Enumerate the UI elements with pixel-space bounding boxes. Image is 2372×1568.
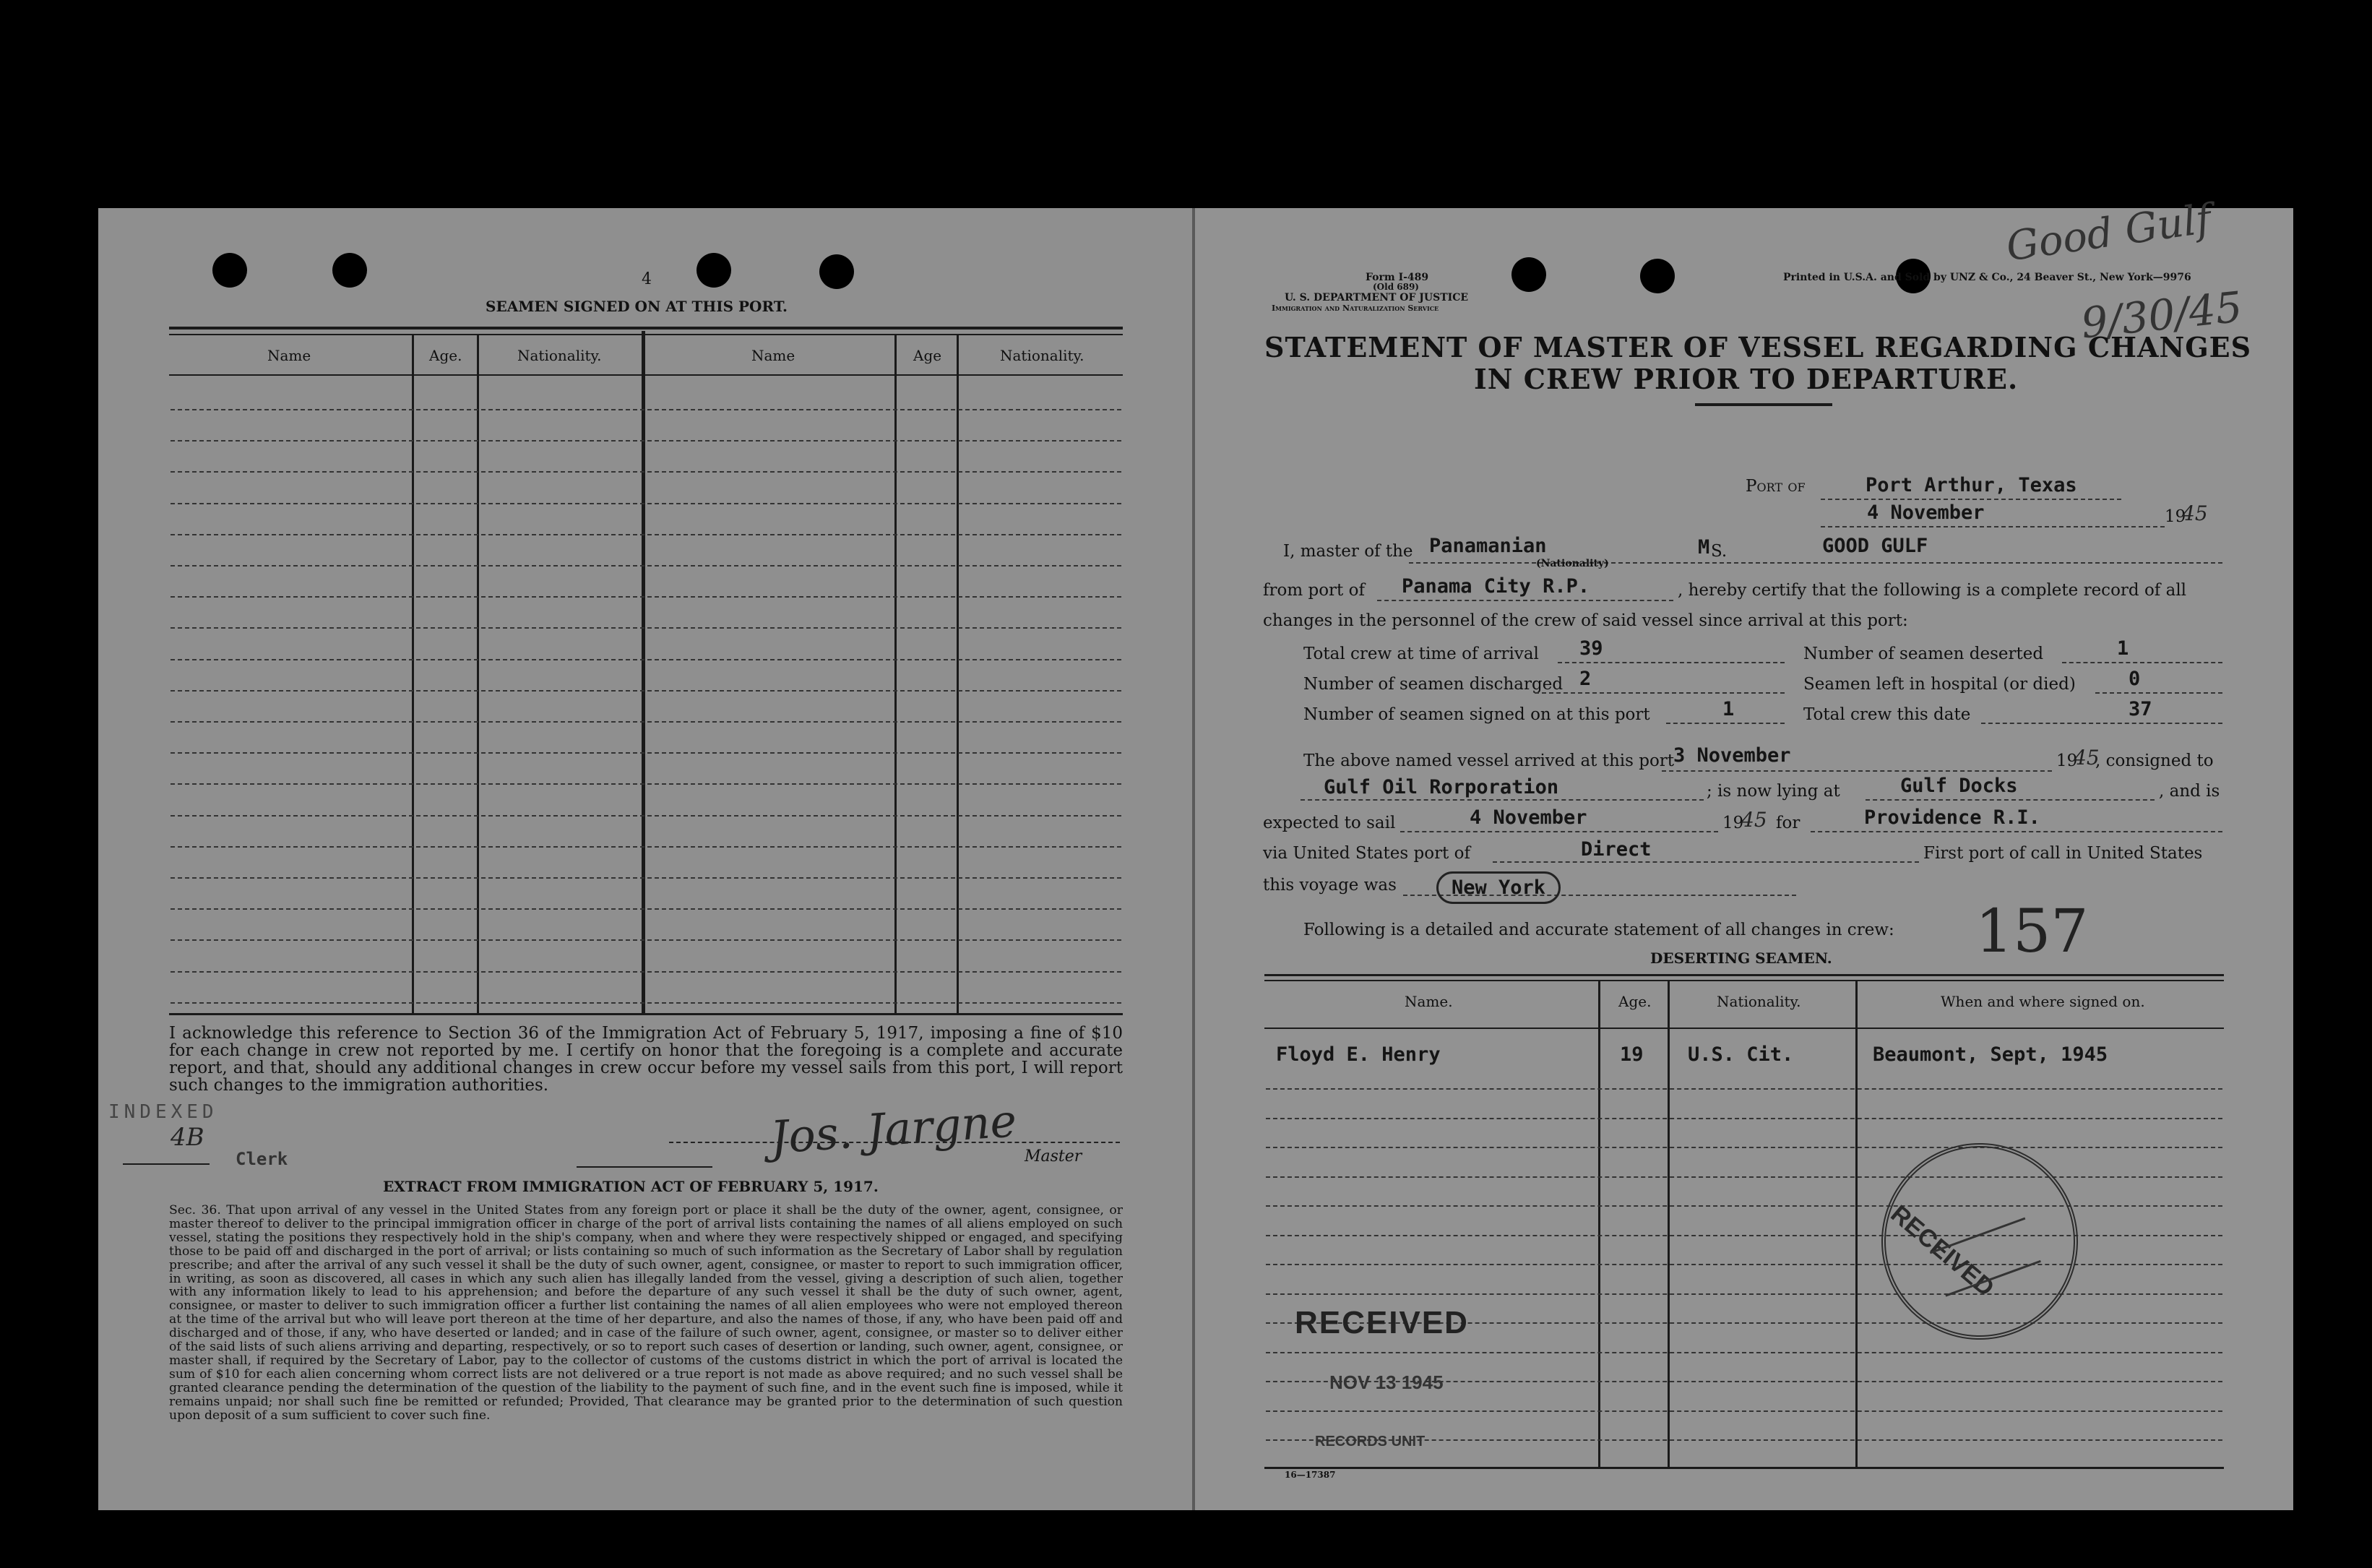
deserter-age: 19 [1620,1043,1644,1066]
port-line [1821,499,2121,500]
round-stamp-text: RECEIVED [1885,1199,2000,1302]
column-divider [1598,980,1600,1467]
stat-line [1666,723,1785,724]
hospital-label: Seamen left in hospital (or died) [1803,675,2076,694]
column-header: Name. [1405,993,1453,1010]
lying-value: Gulf Docks [1900,775,2018,797]
sail-date-value: 4 November [1470,806,1587,829]
indexed-stamp: INDEXED [108,1101,218,1123]
column-header: Name [751,347,795,364]
column-divider [477,334,479,1013]
column-header: Age [913,347,942,364]
service: Immigration and Naturalization Service [1272,303,1439,313]
form-number: Form I-489 [1366,272,1429,283]
table-row [171,409,1121,410]
lying-line [1866,799,2155,801]
total-crew-arrival-value: 39 [1579,637,1603,660]
punch-hole [212,253,247,288]
deserted-value: 1 [2117,637,2129,660]
table-row [171,503,1121,504]
table-row [171,440,1121,441]
sail-year: 45 [1741,808,1767,832]
changes-text: changes in the personnel of the crew of said vessel since arrival at this port: [1263,611,1908,630]
arrived-line [1662,770,2052,772]
consignee-line [1301,799,1704,801]
table-row [171,752,1121,754]
annotation-date: 9/30/45 [2079,282,2245,348]
table-row [1266,1235,2222,1236]
clerk-label: Clerk [236,1149,288,1169]
column-divider [1855,980,1858,1467]
page-number: 4 [642,270,652,288]
form-old-number: (Old 689) [1373,282,1419,292]
clerk-initials: 4B [171,1123,204,1152]
table-row [1266,1118,2222,1119]
consigned-label: , consigned to [2095,751,2214,770]
table-row [171,721,1121,723]
table-row [1266,1205,2222,1207]
table-row [171,1002,1121,1004]
column-header: Name [267,347,311,364]
voyage-value: New York [1436,871,1561,904]
printer-line: Printed in U.S.A. and Sold by UNZ & Co., 24 Beaver St., New York—9976 [1783,272,2191,283]
sail-date-line [1400,831,1718,832]
received-date: NOV 13 1945 [1329,1371,1444,1393]
deserting-table-top-rule [1264,974,2224,976]
vessel-line [1409,562,2222,564]
deserter-signed-on: Beaumont, Sept, 1945 [1873,1043,2108,1066]
consignee-value: Gulf Oil Rorporation [1324,776,1559,798]
table-bottom-rule [169,1013,1123,1015]
table-row [171,815,1121,817]
table-header-rule [169,374,1123,376]
expected-label: expected to sail [1263,814,1396,832]
deserter-name: Floyd E. Henry [1276,1043,1441,1066]
deserted-label: Number of seamen deserted [1803,645,2044,663]
column-header: Nationality. [1000,347,1084,364]
date-value: 4 November [1867,501,1985,524]
arrived-year: 45 [2074,746,2100,770]
nationality-value: Panamanian [1429,535,1547,557]
table-row [1266,1176,2222,1178]
column-divider [1668,980,1670,1467]
department: U. S. DEPARTMENT OF JUSTICE [1285,292,1469,303]
via-line [1493,861,1919,863]
table-row [171,627,1121,629]
records-unit-stamp: RECORDS UNIT [1315,1434,1426,1449]
extract-title: EXTRACT FROM IMMIGRATION ACT OF FEBRUARY 5, 1917. [383,1178,879,1195]
punch-hole [696,253,731,288]
year-prefix: 19 [2165,507,2186,526]
for-label: for [1776,814,1800,832]
table-row [171,783,1121,785]
voyage-label: this voyage was [1263,876,1397,895]
signature-line [669,1142,1120,1143]
port-value: Port Arthur, Texas [1866,474,2077,496]
signed-on-label: Number of seamen signed on at this port [1303,705,1650,724]
handwritten-number: 157 [1975,897,2089,966]
total-crew-date-label: Total crew this date [1803,705,1971,724]
deserting-title: DESERTING SEAMEN. [1650,949,1832,967]
extract-text: Sec. 36. That upon arrival of any vessel in the United States from any foreign port or place it shall be the duty of the owner, agent, consignee, or master thereof to deliver to the principal immigration officer in charge of the port of arrival lists containing the names of all aliens employed on such vessel, stating the positions they respectively hold in the ship's company, when and where they were respectively shipped or engaged, and specifying those to be paid off and discharged in the port of arrival; or lists containing so much of such information as the Secretary of Labor shall by regulation prescribe; and after the arrival of any such vessel it shall be the duty of such owner, agent, consignee, or master to report to such immigration officer, in writing, as soon as discovered, all cases in which any such alien has illegally landed from the vessel, giving a description of such alien, together with any information likely to lead to his apprehension; and before the departure of any such vessel it shall be the duty of such owner, agent, consignee, or master to deliver to such immigration officer a further list containing the names of all alien employees who were not employed thereon at the time of the arrival but who will leave port thereon at the time of her departure, and also the names of those, if any, who have been paid off and discharged and of those, if any, who have deserted or landed; and in case of the failure of such owner, agent, consignee, or master so to deliver either of the said lists of such aliens arriving and departing, respectively, or so to report such cases of desertion or landing, such owner, agent, consignee, or master shall, if required by the Secretary of Labor, pay to the collector of customs of the customs district in which the port of arrival is located the sum of $10 for each alien concerning whom correct lists are not delivered or a true report is not made as above required; and no such vessel shall be granted clearance pending the determination of the question of the liability to the payment of such fine, and in the event such fine is imposed, while it remains unpaid; nor shall such fine be remitted or refunded; Provided, That clearance may be granted prior to the determination of such question upon deposit of a sum sufficient to cover such fine. [169,1203,1123,1423]
section-title: SEAMEN SIGNED ON AT THIS PORT. [486,298,788,315]
from-port-value: Panama City R.P. [1402,575,1590,598]
destination-line [1811,831,2222,832]
following-text: Following is a detailed and accurate statement of all changes in crew: [1303,921,1894,939]
ms-prefix: M [1698,536,1710,559]
table-top-rule [169,327,1123,329]
table-row [171,534,1121,535]
table-row [1266,1293,2222,1295]
destination-value: Providence R.I. [1864,806,2040,829]
annotation-ship: Good Gulf [2003,195,2214,271]
table-row [171,971,1121,973]
column-header: Age. [1618,993,1652,1010]
deserter-nationality: U.S. Cit. [1688,1043,1794,1066]
master-label: Master [1025,1147,1082,1166]
column-divider [957,334,959,1013]
discharged-value: 2 [1579,668,1592,690]
table-row [171,659,1121,660]
table-row [1266,1264,2222,1265]
stat-line [1558,662,1785,663]
column-header: When and where signed on. [1941,993,2145,1010]
table-row [171,846,1121,848]
table-row [1266,1352,2222,1353]
form-title-line1: STATEMENT OF MASTER OF VESSEL REGARDING CHANGES [1264,331,2252,363]
lying-label: ; is now lying at [1707,782,1840,801]
and-is-label: , and is [2159,782,2220,801]
total-crew-arrival-label: Total crew at time of arrival [1303,645,1539,663]
ms-label: S. [1711,542,1728,561]
clerk-line [123,1163,210,1165]
date-line [1821,526,2165,527]
year-value: 45 [2182,501,2208,525]
from-port-label: from port of [1263,581,1365,600]
stat-line [2062,662,2222,663]
master-signature: Jos. Jargne [768,1094,1019,1164]
table-row [1266,1410,2222,1412]
column-divider [894,334,897,1013]
short-rule [577,1166,712,1168]
table-row [171,471,1121,473]
column-divider [412,334,414,1013]
stat-line [1535,692,1785,694]
acknowledgement-text: I acknowledge this reference to Section 36 of the Immigration Act of February 5, 1917, imposing a fine of $10 for each change in crew not reported by me. I certify on honor that the foregoing is a complete and accurate report, and that, should any additional changes in crew occur before my vessel sails from this port, I will report such changes to the immigration authorities. [169,1024,1123,1095]
punch-hole [332,253,367,288]
arrived-label: The above named vessel arrived at this port [1303,751,1675,770]
table-row [171,596,1121,598]
via-value: Direct [1581,838,1652,861]
table-row [1266,1088,2222,1090]
via-label: via United States port of [1263,844,1470,863]
punch-hole [1511,257,1546,292]
footer-code: 16—17387 [1285,1470,1336,1480]
stat-line [2095,692,2222,694]
master-of-label: I, master of the [1283,542,1413,561]
table-top-rule [169,334,1123,335]
form-title-line2: IN CREW PRIOR TO DEPARTURE. [1474,363,2019,395]
table-row [1266,1147,2222,1148]
port-label: Port of [1746,477,1806,496]
column-header: Nationality. [517,347,602,364]
total-crew-date-value: 37 [2129,698,2152,720]
stat-line [1981,723,2222,724]
arrived-value: 3 November [1673,744,1791,767]
deserting-table-top-rule [1264,980,2224,981]
arrived-year-prefix: 19 [2056,751,2078,770]
table-row [171,690,1121,692]
certify-text: , hereby certify that the following is a complete record of all [1678,581,2187,600]
table-row [171,908,1121,910]
punch-hole [819,254,854,289]
first-port-label: First port of call in United States [1923,844,2203,863]
discharged-label: Number of seamen discharged [1303,675,1564,694]
table-row [171,939,1121,941]
hospital-value: 0 [2129,668,2141,690]
signed-on-value: 1 [1722,698,1735,720]
punch-hole [1640,259,1675,293]
table-row [171,565,1121,567]
column-header: Nationality. [1717,993,1801,1010]
column-divider [642,331,645,1013]
vessel-name: GOOD GULF [1822,535,1928,557]
column-header: Age. [429,347,462,364]
received-stamp: RECEIVED [1295,1305,1469,1340]
from-port-line [1377,600,1673,601]
table-row [171,877,1121,879]
deserting-header-rule [1264,1028,2224,1029]
nationality-caption: (Nationality) [1536,558,1609,569]
sail-year-prefix: 19 [1722,814,1744,832]
title-underline [1695,403,1832,406]
deserting-bottom-rule [1264,1467,2224,1469]
